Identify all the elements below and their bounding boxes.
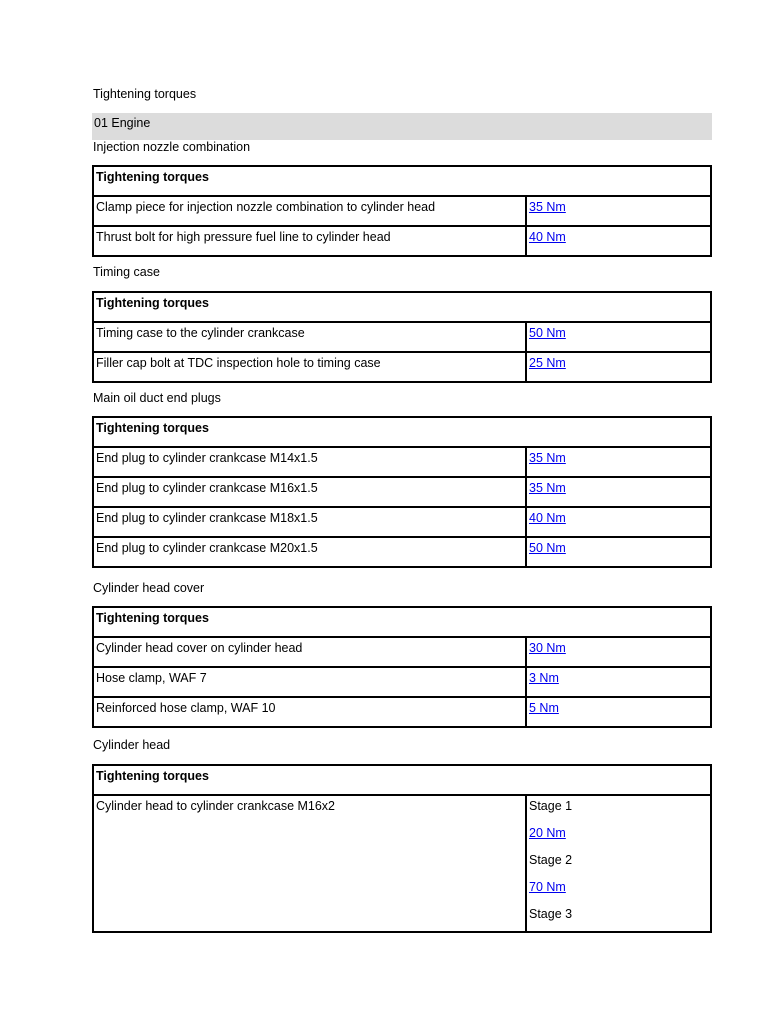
row-description: End plug to cylinder crankcase M16x1.5 — [93, 477, 526, 507]
section-label: Main oil duct end plugs — [93, 391, 221, 405]
table-header: Tightening torques — [93, 166, 711, 196]
torque-table — [92, 416, 712, 568]
table-row — [93, 667, 711, 697]
torque-value-link[interactable]: 70 Nm — [529, 880, 566, 894]
row-description: Timing case to the cylinder crankcase — [93, 322, 526, 352]
row-description: End plug to cylinder crankcase M20x1.5 — [93, 537, 526, 567]
torque-value-link[interactable]: 5 Nm — [529, 701, 559, 715]
torque-value-link[interactable]: 40 Nm — [529, 511, 566, 525]
stage-label: Stage 3 — [529, 907, 573, 921]
torque-value-link[interactable]: 20 Nm — [529, 826, 566, 840]
row-description: Reinforced hose clamp, WAF 10 — [93, 697, 526, 727]
table-row — [93, 507, 711, 537]
table-header-row — [93, 417, 711, 447]
table-row — [93, 477, 711, 507]
torque-value-link[interactable]: 25 Nm — [529, 356, 566, 370]
table-row — [93, 637, 711, 667]
table-header: Tightening torques — [93, 607, 711, 637]
torque-table — [92, 291, 712, 383]
row-description: Filler cap bolt at TDC inspection hole to timing case — [93, 352, 526, 382]
torque-value-link[interactable]: 50 Nm — [529, 541, 566, 555]
document-title: Tightening torques — [93, 87, 197, 101]
torque-value-link[interactable]: 35 Nm — [529, 200, 566, 214]
table-header-row — [93, 166, 711, 196]
row-description: Hose clamp, WAF 7 — [93, 667, 526, 697]
table-row — [93, 795, 711, 932]
torque-value-link[interactable]: 50 Nm — [529, 326, 566, 340]
table-header: Tightening torques — [93, 292, 711, 322]
table-header-row — [93, 607, 711, 637]
section-label: Cylinder head — [93, 738, 171, 752]
torque-value-link[interactable]: 3 Nm — [529, 671, 559, 685]
torque-value-link[interactable]: 35 Nm — [529, 451, 566, 465]
table-header: Tightening torques — [93, 765, 711, 795]
section-label: Injection nozzle combination — [93, 140, 251, 154]
table-row — [93, 196, 711, 226]
table-header: Tightening torques — [93, 417, 711, 447]
torque-value-link[interactable]: 35 Nm — [529, 481, 566, 495]
stage-label: Stage 1 — [529, 799, 573, 813]
section-label: Cylinder head cover — [93, 581, 205, 595]
torque-table — [92, 606, 712, 728]
table-row — [93, 322, 711, 352]
row-description: Thrust bolt for high pressure fuel line to cylinder head — [93, 226, 526, 256]
row-description: Clamp piece for injection nozzle combination to cylinder head — [93, 196, 526, 226]
table-row — [93, 447, 711, 477]
torque-table — [92, 764, 712, 933]
section-label: Timing case — [93, 265, 160, 279]
table-header-row — [93, 765, 711, 795]
row-description: End plug to cylinder crankcase M18x1.5 — [93, 507, 526, 537]
stage-label: Stage 2 — [529, 853, 573, 867]
torque-value-link[interactable]: 30 Nm — [529, 641, 566, 655]
table-header-row — [93, 292, 711, 322]
row-description: Cylinder head cover on cylinder head — [93, 637, 526, 667]
table-row — [93, 226, 711, 256]
stage-cell — [526, 795, 711, 932]
row-description: Cylinder head to cylinder crankcase M16x2 — [93, 795, 526, 932]
torque-value-link[interactable]: 40 Nm — [529, 230, 566, 244]
table-row — [93, 537, 711, 567]
row-description: End plug to cylinder crankcase M14x1.5 — [93, 447, 526, 477]
torque-table — [92, 165, 712, 257]
table-row — [93, 352, 711, 382]
engine-section-band: 01 Engine — [92, 113, 712, 140]
table-row — [93, 697, 711, 727]
